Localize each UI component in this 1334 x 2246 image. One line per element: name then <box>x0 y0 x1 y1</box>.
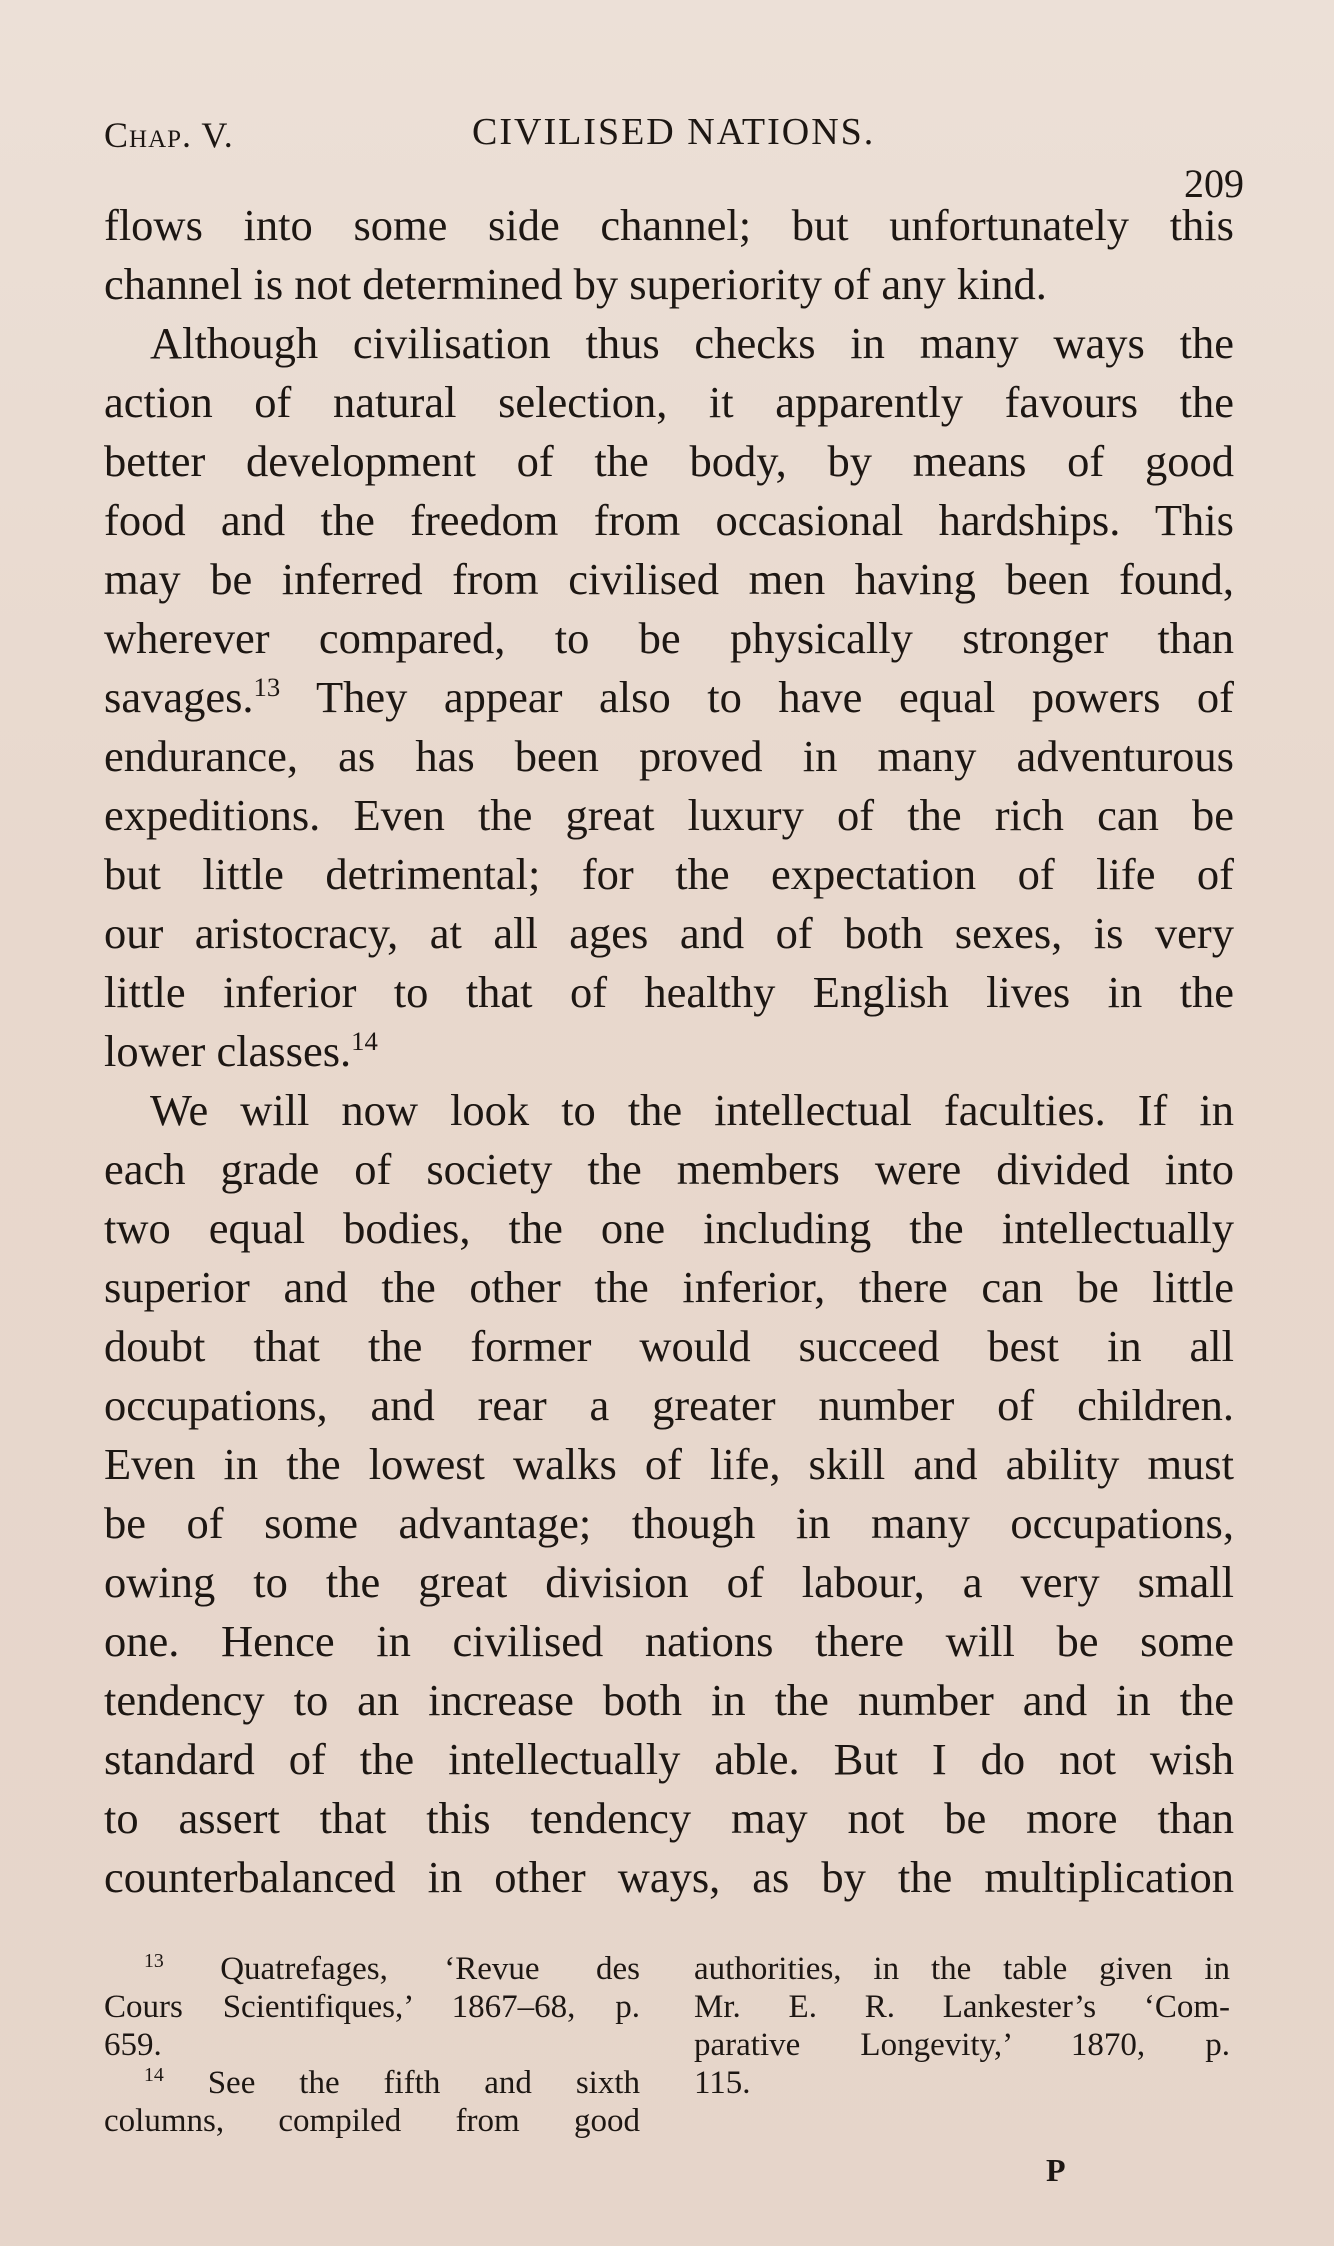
footnote-number: 14 <box>144 2064 164 2086</box>
text-line: Even in the lowest walks of life, skill and ability must <box>104 1439 1234 1489</box>
text-line: superior and the other the inferior, there can be little <box>104 1262 1234 1312</box>
text-line: our aristocracy, at all ages and of both sexes, is very <box>104 908 1234 958</box>
footnote-text: See the fifth and sixth <box>163 2065 640 2101</box>
text-line: little inferior to that of healthy English lives in the <box>104 967 1234 1017</box>
running-head <box>104 110 1244 206</box>
text-line: Although civilisation thus checks in many ways the <box>150 318 1234 368</box>
text-line: food and the freedom from occasional hardships. This <box>104 495 1234 545</box>
text-fragment: They appear also to have equal powers of <box>280 672 1234 722</box>
text-line: flows into some side channel; but unfortunately this <box>104 200 1234 250</box>
text-line <box>104 1022 1234 1081</box>
text-fragment: savages. <box>104 672 254 722</box>
text-line: better development of the body, by means of good <box>104 436 1234 486</box>
running-title: CIVILISED NATIONS. <box>472 111 876 153</box>
text-line: be of some advantage; though in many occupations, <box>104 1498 1234 1548</box>
text-line: one. Hence in civilised nations there will be some <box>104 1616 1234 1666</box>
footnote-line: 659. <box>104 2027 162 2063</box>
footnote-line: Mr. E. R. Lankester’s ‘Com- <box>694 1989 1230 2025</box>
text-line: to assert that this tendency may not be more than <box>104 1793 1234 1843</box>
text-line: doubt that the former would succeed best in all <box>104 1321 1234 1371</box>
text-line: but little detrimental; for the expectation of life of <box>104 849 1234 899</box>
text-line: tendency to an increase both in the number and in the <box>104 1675 1234 1725</box>
page-number: 209 <box>1184 161 1244 206</box>
footnote-line: 115. <box>694 2065 751 2101</box>
text-line: standard of the intellectually able. But I do not wish <box>104 1734 1234 1784</box>
footnote-number: 13 <box>144 1950 164 1972</box>
footnote-14 <box>104 2064 640 2102</box>
footnote-column-right <box>694 1950 1230 2102</box>
text-fragment: lower classes. <box>104 1026 352 1076</box>
text-line: counterbalanced in other ways, as by the multiplication <box>104 1852 1234 1902</box>
body-text <box>104 196 1234 1907</box>
text-line: may be inferred from civilised men having been found, <box>104 554 1234 604</box>
footnote-line: parative Longevity,’ 1870, p. <box>694 2027 1230 2063</box>
text-line: expeditions. Even the great luxury of the rich can be <box>104 790 1234 840</box>
text-line: two equal bodies, the one including the intellectually <box>104 1203 1234 1253</box>
footnote-line: Cours Scientifiques,’ 1867–68, p. <box>104 1989 640 2025</box>
footnote-line: authorities, in the table given in <box>694 1951 1230 1987</box>
footnote-ref-13[interactable]: 13 <box>253 672 281 703</box>
footnote-ref-14[interactable]: 14 <box>351 1026 378 1057</box>
footnote-line: columns, compiled from good <box>104 2103 640 2139</box>
footnote-column-left <box>104 1950 640 2140</box>
text-line: channel is not determined by superiority of any kind. <box>104 259 1047 309</box>
text-line: action of natural selection, it apparently favours the <box>104 377 1234 427</box>
chapter-label: Chap. V. <box>104 115 234 155</box>
text-line: wherever compared, to be physically stronger than <box>104 613 1234 663</box>
footnote-text: Quatrefages, ‘Revue des <box>163 1951 640 1987</box>
text-line: each grade of society the members were divided into <box>104 1144 1234 1194</box>
signature-mark: P <box>1046 2152 1066 2188</box>
text-line: occupations, and rear a greater number of children. <box>104 1380 1234 1430</box>
text-line: owing to the great division of labour, a very small <box>104 1557 1234 1607</box>
text-line: endurance, as has been proved in many adventurous <box>104 731 1234 781</box>
text-line: We will now look to the intellectual faculties. If in <box>150 1085 1234 1135</box>
footnote-13 <box>104 1950 640 1988</box>
text-line <box>104 668 1234 727</box>
